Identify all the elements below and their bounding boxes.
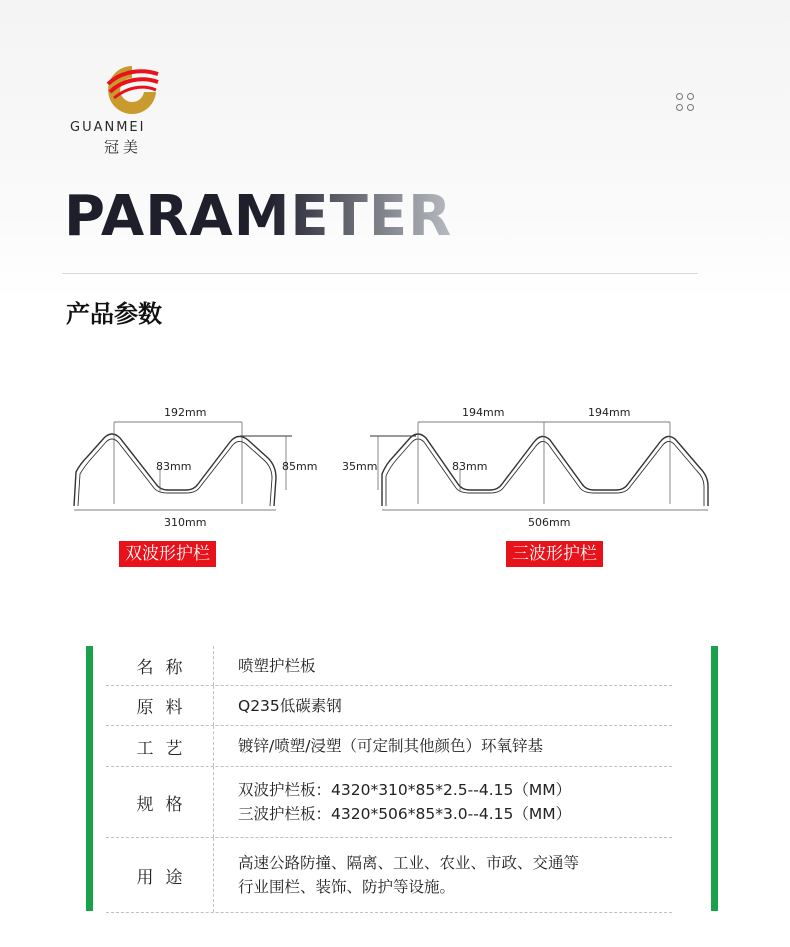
title-divider: [62, 273, 698, 274]
triple-inner-label: 83mm: [452, 460, 488, 473]
section-title: 产品参数: [66, 300, 162, 328]
spec-row-name: [106, 646, 672, 686]
double-top-label: 192mm: [164, 406, 207, 419]
double-inner-label: 83mm: [156, 460, 192, 473]
spec-row-size: [106, 767, 672, 838]
spec-row-process: [106, 726, 672, 767]
triple-wave-caption: 三波形护栏: [506, 541, 603, 567]
page-title-en: PARAMETER: [64, 184, 453, 249]
spec-label: 用途: [136, 867, 195, 888]
spec-value-line: 高速公路防撞、隔离、工业、农业、市政、交通等: [238, 854, 580, 872]
spec-label: 工艺: [136, 738, 195, 759]
spec-value: [214, 767, 672, 837]
triple-wave-dimensions: [378, 422, 708, 510]
spec-label: 规格: [136, 794, 195, 815]
logo-text-cn: 冠美: [104, 138, 143, 156]
spec-value: [214, 726, 672, 766]
spec-label: 名称: [136, 658, 195, 678]
triple-side-label: 35mm: [342, 460, 378, 473]
spec-value-line: 喷塑护栏板: [238, 656, 316, 675]
table-accent-left: [86, 646, 93, 911]
triple-top-label-1: 194mm: [462, 406, 505, 419]
spec-value-line: Q235低碳素钢: [238, 696, 342, 715]
spec-value-line: 双波护栏板：4320*310*85*2.5--4.15（MM）: [238, 781, 572, 799]
spec-value: [214, 686, 672, 725]
logo-emblem-icon: [104, 62, 160, 118]
spec-value-line: 行业围栏、装饰、防护等设施。: [238, 878, 456, 896]
logo-text-en: GUANMEI: [70, 120, 146, 135]
table-accent-right: [711, 646, 718, 911]
triple-top-label-2: 194mm: [588, 406, 631, 419]
spec-row-material: [106, 686, 672, 726]
profile-diagram: [60, 392, 730, 532]
double-wave-caption: 双波形护栏: [119, 541, 216, 567]
double-bottom-label: 310mm: [164, 516, 207, 529]
spec-label: 原料: [136, 698, 195, 718]
grid-dots-icon[interactable]: [676, 93, 696, 113]
spec-value: [214, 646, 672, 685]
spec-table: [106, 646, 672, 913]
triple-wave-profile: [370, 434, 708, 506]
double-side-label: 85mm: [282, 460, 318, 473]
spec-value-line: 三波护栏板：4320*506*85*3.0--4.15（MM）: [238, 805, 572, 823]
spec-row-usage: [106, 838, 672, 913]
brand-logo: [62, 62, 192, 162]
spec-value: [214, 838, 672, 912]
triple-bottom-label: 506mm: [528, 516, 571, 529]
spec-value-line: 镀锌/喷塑/浸塑（可定制其他颜色）环氧锌基: [238, 737, 543, 755]
